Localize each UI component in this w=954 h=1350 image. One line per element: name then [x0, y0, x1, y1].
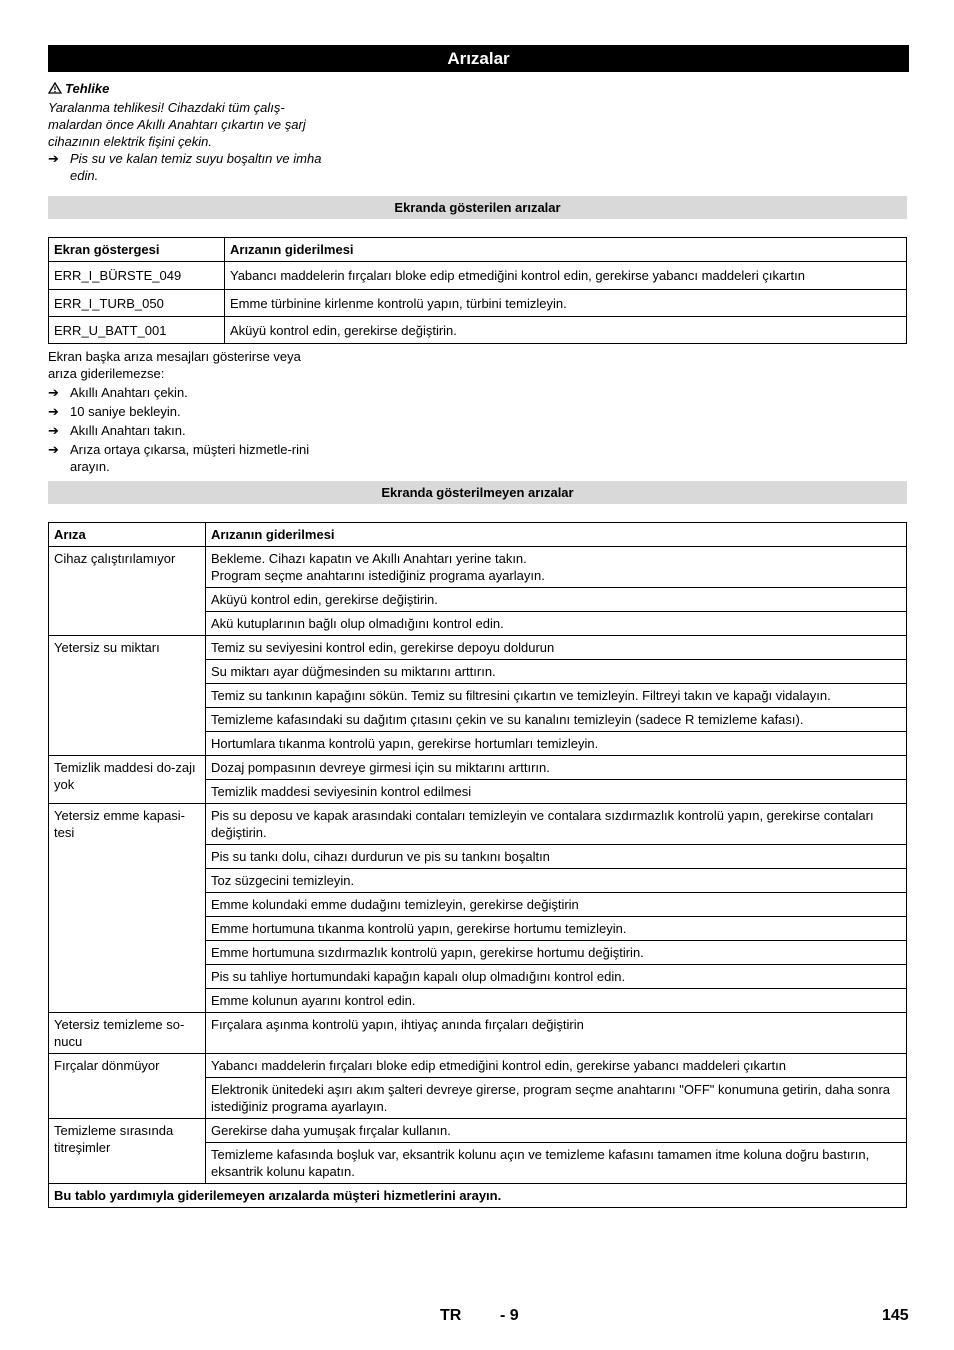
section-heading-shown-faults: Ekranda gösterilen arızalar — [48, 196, 907, 219]
table-row — [49, 262, 907, 290]
arrow-right-icon: ➔ — [48, 404, 59, 419]
after-table-intro: Ekran başka arıza mesajları gösterirse veya arıza giderilemezse: — [48, 349, 301, 381]
remedy-text: Temiz su tankının kapağını sökün. Temiz su filtresini çıkartın ve temizleyin. Filtreyi takın ve kapağı vidalayın. — [206, 684, 907, 708]
remedy-text: Akü kutuplarının bağlı olup olmadığını kontrol edin. — [206, 612, 907, 636]
table-row — [49, 290, 907, 317]
shown-faults-table — [48, 237, 907, 344]
arrow-right-icon: ➔ — [48, 423, 59, 438]
column-header: Arızanın giderilmesi — [225, 238, 907, 262]
remedy-text: Emme hortumuna sızdırmazlık kontrolü yapın, gerekirse hortumu değiştirin. — [206, 941, 907, 965]
table-row — [49, 804, 907, 845]
hidden-faults-table — [48, 522, 907, 1208]
table-row — [49, 1013, 907, 1054]
remedy-text: Emme türbinine kirlenme kontrolü yapın, türbini temizleyin. — [225, 290, 907, 317]
table-footer-row — [49, 1184, 907, 1208]
remedy-text: Pis su tahliye hortumundaki kapağın kapalı olup olmadığını kontrol edin. — [206, 965, 907, 989]
remedy-text: Emme hortumuna tıkanma kontrolü yapın, gerekirse hortumu temizleyin. — [206, 917, 907, 941]
footer-language: TR — [440, 1307, 462, 1324]
fault-name: Fırçalar dönmüyor — [49, 1054, 206, 1119]
table-row — [49, 1119, 907, 1143]
danger-heading — [48, 80, 328, 97]
after-table-block — [48, 348, 328, 475]
remedy-text: Temizleme kafasında boşluk var, eksantrik kolunu açın ve temizleme kafasını tamamen itme koluna doğru bastırın, eksantrik kolunu kapatın. — [206, 1143, 907, 1184]
step-item — [48, 403, 328, 420]
page-title: Arızalar — [48, 45, 909, 72]
step-item — [48, 384, 328, 401]
table-header-row — [49, 238, 907, 262]
step-text: 10 saniye bekleyin. — [70, 404, 181, 419]
fault-name: Yetersiz temizleme so-nucu — [49, 1013, 206, 1054]
remedy-text: Bekleme. Cihazı kapatın ve Akıllı Anahtarı yerine takın. Program seçme anahtarını istediğiniz programa ayarlayın. — [206, 547, 907, 588]
warning-triangle-icon — [48, 82, 62, 94]
danger-heading-text: Tehlike — [65, 81, 110, 96]
step-item — [48, 422, 328, 439]
column-header: Arıza — [49, 523, 206, 547]
error-code: ERR_I_BÜRSTE_049 — [49, 262, 225, 290]
error-code: ERR_U_BATT_001 — [49, 317, 225, 344]
remedy-text: Pis su deposu ve kapak arasındaki contaları temizleyin ve contalara sızdırmazlık kontrolü yapın, gerekirse contaları değiştirin. — [206, 804, 907, 845]
column-header: Ekran göstergesi — [49, 238, 225, 262]
footer-page-number: 145 — [882, 1307, 909, 1324]
footer-section-page: - 9 — [500, 1307, 519, 1324]
fault-name: Temizleme sırasında titreşimler — [49, 1119, 206, 1184]
remedy-text: Temizleme kafasındaki su dağıtım çıtasını çekin ve su kanalını temizleyin (sadece R temizleme kafası). — [206, 708, 907, 732]
table-footer-note: Bu tablo yardımıyla giderilemeyen arızalarda müşteri hizmetlerini arayın. — [49, 1184, 907, 1208]
danger-step — [48, 150, 328, 184]
danger-block — [48, 99, 328, 184]
table-row — [49, 547, 907, 588]
remedy-text: Temizlik maddesi seviyesinin kontrol edilmesi — [206, 780, 907, 804]
danger-step-text: Pis su ve kalan temiz suyu boşaltın ve imha edin. — [70, 151, 322, 183]
step-text: Akıllı Anahtarı çekin. — [70, 385, 188, 400]
remedy-text: Elektronik ünitedeki aşırı akım şalteri devreye girerse, program seçme anahtarını "OFF" konumuna getirin, daha sonra istediğiniz programa ayarlayın. — [206, 1078, 907, 1119]
column-header: Arızanın giderilmesi — [206, 523, 907, 547]
danger-text: Yaralanma tehlikesi! Cihazdaki tüm çalış-malardan önce Akıllı Anahtarı çıkartın ve şarj cihazının elektrik fişini çekin. — [48, 100, 306, 149]
step-item — [48, 441, 320, 475]
table-header-row — [49, 523, 907, 547]
arrow-right-icon: ➔ — [48, 442, 59, 457]
table-row — [49, 1054, 907, 1078]
remedy-text: Aküyü kontrol edin, gerekirse değiştirin. — [206, 588, 907, 612]
arrow-right-icon: ➔ — [48, 385, 59, 400]
error-code: ERR_I_TURB_050 — [49, 290, 225, 317]
remedy-text: Aküyü kontrol edin, gerekirse değiştirin. — [225, 317, 907, 344]
section-heading-hidden-faults: Ekranda gösterilmeyen arızalar — [48, 481, 907, 504]
fault-name: Cihaz çalıştırılamıyor — [49, 547, 206, 636]
table-row — [49, 317, 907, 344]
fault-name: Temizlik maddesi do-zajı yok — [49, 756, 206, 804]
fault-name: Yetersiz emme kapasi-tesi — [49, 804, 206, 1013]
remedy-text: Toz süzgecini temizleyin. — [206, 869, 907, 893]
remedy-text: Su miktarı ayar düğmesinden su miktarını arttırın. — [206, 660, 907, 684]
table-row — [49, 756, 907, 780]
remedy-text: Fırçalara aşınma kontrolü yapın, ihtiyaç anında fırçaları değiştirin — [206, 1013, 907, 1054]
remedy-text: Emme kolundaki emme dudağını temizleyin, gerekirse değiştirin — [206, 893, 907, 917]
remedy-text: Emme kolunun ayarını kontrol edin. — [206, 989, 907, 1013]
step-text: Akıllı Anahtarı takın. — [70, 423, 186, 438]
table-row — [49, 636, 907, 660]
remedy-text: Yabancı maddelerin fırçaları bloke edip etmediğini kontrol edin, gerekirse yabancı maddeleri çıkartın — [206, 1054, 907, 1078]
arrow-right-icon: ➔ — [48, 151, 59, 166]
remedy-text: Dozaj pompasının devreye girmesi için su miktarını arttırın. — [206, 756, 907, 780]
step-text: Arıza ortaya çıkarsa, müşteri hizmetle-rini arayın. — [70, 442, 310, 474]
fault-name: Yetersiz su miktarı — [49, 636, 206, 756]
remedy-text: Temiz su seviyesini kontrol edin, gerekirse depoyu doldurun — [206, 636, 907, 660]
remedy-text: Gerekirse daha yumuşak fırçalar kullanın. — [206, 1119, 907, 1143]
remedy-text: Hortumlara tıkanma kontrolü yapın, gerekirse hortumları temizleyin. — [206, 732, 907, 756]
remedy-text: Yabancı maddelerin fırçaları bloke edip etmediğini kontrol edin, gerekirse yabancı maddeleri çıkartın — [225, 262, 907, 290]
remedy-text: Pis su tankı dolu, cihazı durdurun ve pis su tankını boşaltın — [206, 845, 907, 869]
